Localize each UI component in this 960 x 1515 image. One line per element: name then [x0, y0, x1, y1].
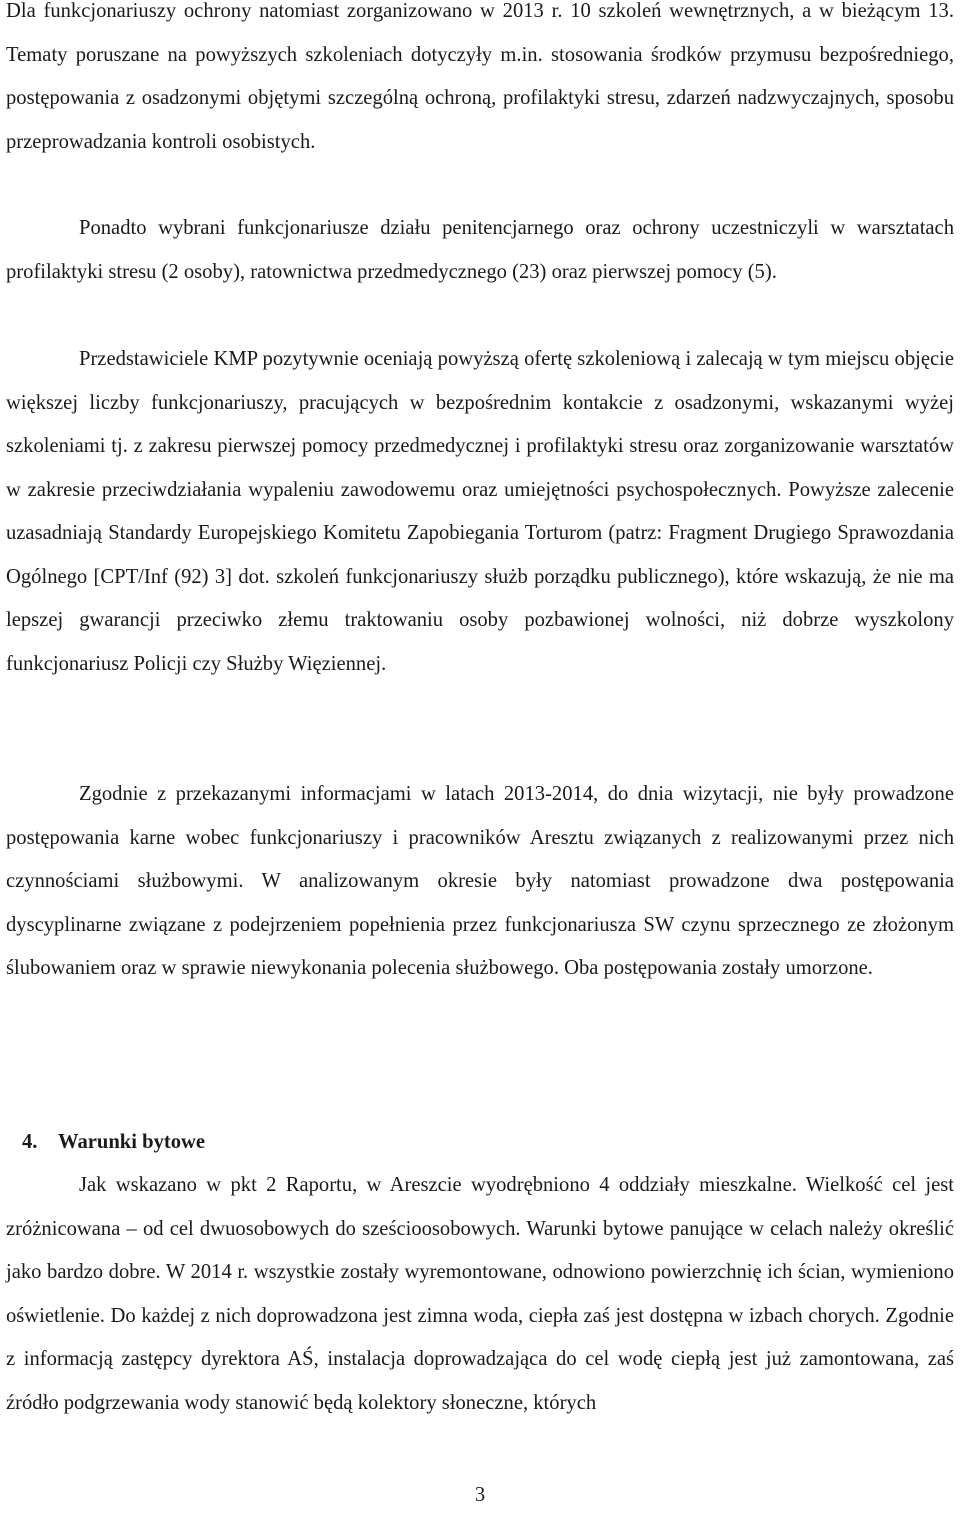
paragraph-training-officers: Dla funkcjonariuszy ochrony natomiast zorganizowano w 2013 r. 10 szkoleń wewnętrznych, a w bieżącym 13. Tematy poruszane na powyższych szkoleniach dotyczyły m.in. stosowania środków przymusu bezpośredniego, postępowania z osadzonymi objętymi szczególną ochroną, profilaktyki stresu, zdarzeń nadzwyczajnych, sposobu przeprowadzania kontroli osobistych. — [6, 0, 954, 153]
paragraph-proceedings: Zgodnie z przekazanymi informacjami w latach 2013-2014, do dnia wizytacji, nie były prowadzone postępowania karne wobec funkcjonariuszy i pracowników Aresztu związanych z realizowanymi przez nich czynnościami służbowymi. W analizowanym okresie były natomiast prowadzone dwa postępowania dyscyplinarne związane z podejrzeniem popełnienia przez funkcjonariusza SW czynu sprzecznego ze złożonym ślubowaniem oraz w sprawie niewykonania polecenia służbowego. Oba postępowania zostały umorzone. — [6, 783, 954, 979]
page-number: 3 — [474, 1484, 486, 1506]
paragraph-living-conditions: Jak wskazano w pkt 2 Raportu, w Areszcie wyodrębniono 4 oddziały mieszkalne. Wielkość cel jest zróżnicowana – od cel dwuosobowych do sześcioosobowych. Warunki bytowe panujące w celach należy określić jako bardzo dobre. W 2014 r. wszystkie zostały wyremontowane, odnowiono powierzchnię ich ścian, wymieniono oświetlenie. Do każdej z nich doprowadzona jest zimna woda, ciepła zaś jest dostępna w izbach chorych. Zgodnie z informacją zastępcy dyrektora AŚ, instalacja doprowadzająca do cel wodę ciepłą jest już zamontowana, zaś źródło podgrzewania wody stanowić będą kolektory słoneczne, których — [6, 1174, 954, 1414]
paragraph-workshops: Ponadto wybrani funkcjonariusze działu penitencjarnego oraz ochrony uczestniczyli w warsztatach profilaktyki stresu (2 osoby), ratownictwa przedmedycznego (23) oraz pierwszej pomocy (5). — [6, 217, 954, 283]
section-title: Warunki bytowe — [58, 1131, 206, 1153]
paragraph-kmp-recommendation: Przedstawiciele KMP pozytywnie oceniają powyższą ofertę szkoleniową i zalecają w tym miejscu objęcie większej liczby funkcjonariuszy, pracujących w bezpośrednim kontakcie z osadzonymi, wskazanymi wyżej szkoleniami tj. z zakresu pierwszej pomocy przedmedycznej i profilaktyki stresu oraz zorganizowanie warsztatów w zakresie przeciwdziałania wypaleniu zawodowemu oraz umiejętności psychospołecznych. Powyższe zalecenie uzasadniają Standardy Europejskiego Komitetu Zapobiegania Torturom (patrz: Fragment Drugiego Sprawozdania Ogólnego [CPT/Inf (92) 3] dot. szkoleń funkcjonariuszy służb porządku publicznego), które wskazują, że nie ma lepszej gwarancji przeciwko złemu traktowaniu osoby pozbawionej wolności, niż dobrze wyszkolony funkcjonariusz Policji czy Służby Więziennej. — [6, 348, 954, 675]
section-heading — [22, 1121, 205, 1165]
section-number: 4. — [22, 1131, 38, 1153]
